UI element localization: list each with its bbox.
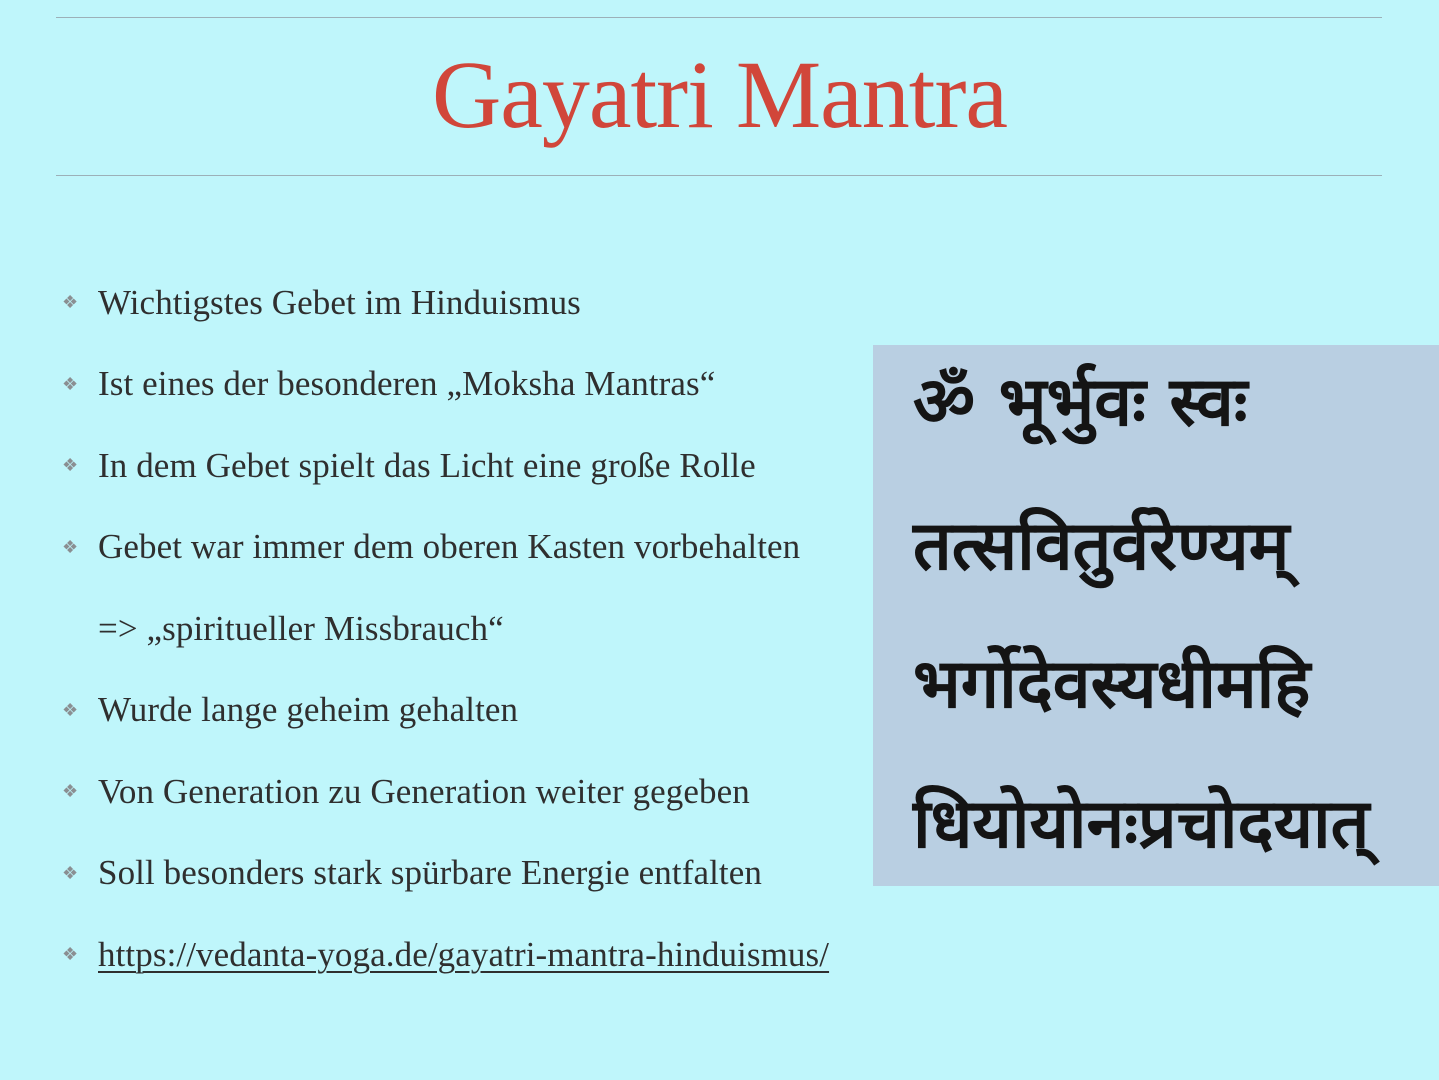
title-divider bbox=[56, 175, 1382, 176]
bullet-item bbox=[60, 425, 960, 507]
bullet-item bbox=[60, 751, 960, 833]
bullet-text: => „spiritueller Missbrauch“ bbox=[98, 608, 504, 648]
bullet-item bbox=[60, 344, 960, 426]
bullet-item bbox=[60, 833, 960, 915]
mantra-line-4: धियोयोनःप्रचोदयात् bbox=[913, 785, 1370, 864]
diamond-bullet-icon: ❖ bbox=[62, 781, 79, 802]
bullet-item bbox=[60, 670, 960, 752]
bullet-text: Wurde lange geheim gehalten bbox=[98, 690, 519, 730]
bullet-item-link bbox=[60, 914, 960, 996]
mantra-line-2: तत्सवितुर्वरेण्यम् bbox=[913, 507, 1290, 586]
bullet-text: Soll besonders stark spürbare Energie entfalten bbox=[98, 853, 762, 893]
bullet-item bbox=[60, 507, 960, 589]
diamond-bullet-icon: ❖ bbox=[62, 536, 79, 557]
diamond-bullet-icon: ❖ bbox=[62, 862, 79, 883]
diamond-bullet-icon: ❖ bbox=[62, 373, 79, 394]
mantra-line-3: भर्गोदेवस्यधीमहि bbox=[913, 645, 1311, 724]
mantra-line-1: ॐ भूर्भुवः स्वः bbox=[913, 363, 1248, 442]
bullet-text: Ist eines der besonderen „Moksha Mantras“ bbox=[98, 364, 716, 404]
bullet-text: Wichtigstes Gebet im Hinduismus bbox=[98, 282, 581, 322]
bullet-text: In dem Gebet spielt das Licht eine große Rolle bbox=[98, 445, 756, 485]
bullet-list bbox=[60, 262, 960, 996]
diamond-bullet-icon: ❖ bbox=[62, 699, 79, 720]
sanskrit-mantra-image bbox=[873, 345, 1439, 886]
bullet-continuation bbox=[60, 588, 960, 670]
slide-title: Gayatri Mantra bbox=[431, 41, 1008, 148]
diamond-bullet-icon: ❖ bbox=[62, 944, 79, 965]
bullet-text: Gebet war immer dem oberen Kasten vorbehalten bbox=[98, 527, 801, 567]
bullet-item bbox=[60, 262, 960, 344]
top-divider bbox=[56, 17, 1382, 18]
bullet-text: Von Generation zu Generation weiter gegeben bbox=[98, 771, 750, 811]
diamond-bullet-icon: ❖ bbox=[62, 292, 79, 313]
source-link[interactable]: https://vedanta-yoga.de/gayatri-mantra-hinduismus/ bbox=[98, 934, 830, 974]
diamond-bullet-icon: ❖ bbox=[62, 455, 79, 476]
